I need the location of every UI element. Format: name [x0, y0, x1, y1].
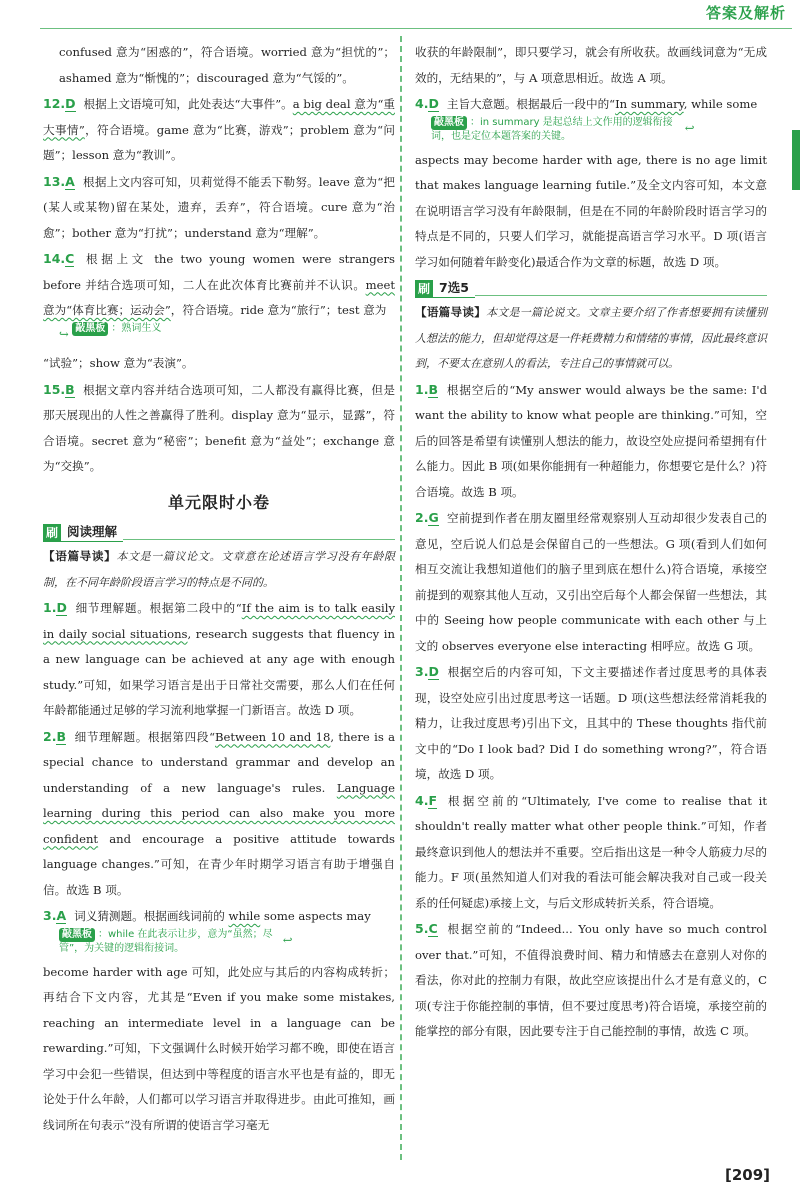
section-badge: 刷 — [415, 280, 433, 298]
continued-text: aspects may become harder with age, there is no age limit that makes language learning futile.”及全文内容可知，本文意在说明语言学习没有年龄限制，但是在不同的年龄阶段时语言学习的特点是不同的，只要人们学习，就能提高语言学习水平。D 项(语言学习如何随着年龄变化)最适合作为文章的标题，故选 D 项。 — [415, 152, 767, 269]
explanation-text: 根据文章内容并结合选项可知，二人都没有赢得比赛，但是那天展现出的人性之善赢得了胜利。display 意为“显示，显露”，符合语境。secret 意为“秘密”；benefit 意为“益处”；exchange 意为“交换”。 — [43, 382, 395, 473]
highlight-text: In summary — [615, 97, 684, 111]
answer-item-4 — [415, 91, 767, 118]
explanation-text: 根据上文语境可知，此处表达“大事件”。 — [83, 97, 293, 111]
explanation-text: 细节理解题。根据第四段“ — [73, 729, 215, 744]
page-number-value: 209 — [731, 1166, 764, 1184]
continued-text: “试验”；show 意为“表演”。 — [43, 356, 194, 370]
answer-item-15 — [43, 377, 395, 480]
explanation-text: 主旨大意题。根据最后一段中的“ — [446, 97, 616, 111]
item-number: 13. — [43, 173, 66, 189]
answer-letter: D — [56, 600, 67, 615]
section-label: 7选5 — [433, 279, 475, 298]
highlight-text: meet 意为“体育比赛；运动会” — [43, 277, 395, 317]
answer-item-5 — [415, 916, 767, 1045]
note-block — [43, 322, 395, 348]
section-label: 阅读理解 — [61, 523, 123, 542]
answer-item-2 — [415, 505, 767, 659]
intro-label: 【语篇导读】 — [415, 305, 487, 319]
item-number: 4. — [415, 96, 429, 111]
intro-label: 【语篇导读】 — [43, 549, 117, 563]
explanation-text: some aspects may — [260, 909, 371, 923]
answer-item-12 — [43, 91, 395, 169]
note-block — [415, 116, 767, 144]
item-number: 3. — [415, 664, 429, 679]
answer-letter: D — [428, 96, 439, 111]
arrow-icon: ↩ — [684, 120, 695, 135]
item-number: 5. — [415, 921, 429, 936]
note-block — [43, 928, 395, 956]
side-tab-marker — [792, 130, 800, 190]
answer-item-1 — [415, 377, 767, 506]
seven-five-section-header — [415, 279, 767, 298]
item-number: 15. — [43, 381, 66, 397]
header-title: 答案及解析 — [705, 4, 786, 22]
answer-letter: B — [65, 381, 75, 397]
explanation-text: 根据上文 the two young women were strangers before 并结合选项可知，二人在此次体育比赛前并不认识。 — [43, 252, 395, 292]
answer-letter: B — [428, 381, 438, 397]
answer-item-3 — [415, 659, 767, 788]
note-text: ：while 在此表示让步，意为“虽然；尽管”，为关键的逻辑衔接词。 — [59, 928, 273, 954]
intro-text: 本文是一篇议论文。文章意在论述语言学习没有年龄限制，在不同年龄阶段语言学习的特点是不同的。 — [43, 550, 395, 589]
answer-letter: B — [56, 728, 66, 744]
highlight-text: a big deal 意为“重大事情” — [43, 97, 395, 137]
explanation-text: 根据上文内容可知，贝莉觉得不能丢下勒努。leave 意为“把(某人或某物)留在某处，遗弃，丢弃”，符合语境。cure 意为“治愈”；bother 意为“打扰”；understand 意为“理解”。 — [43, 174, 395, 240]
item-number: 12. — [43, 96, 66, 111]
explanation-text: 细节理解题。根据第二段中的“ — [74, 601, 242, 615]
explanation-text: , research suggests that fluency in a new language can be achieved at any age with enough study.”可知，如果学习语言是出于日常社交需要，那么人们在任何年龄都能通过足够的学习流利地掌握一门新语言。故选 D 项。 — [43, 626, 395, 717]
note-text: ：in summary 是起总结上文作用的逻辑衔接词，也是定位本题答案的关键。 — [431, 116, 673, 142]
header-rule — [40, 28, 792, 29]
item-number: 1. — [43, 600, 57, 615]
explanation-text: 根据空后的内容可知，下文主要描述作者过度思考的具体表现，设空处应引出过度思考这一话题。D 项(这些想法经常消耗我的精力，让我过度思考)引出下文，且其中的 These thoughts 指代前文中的“Do I look bad? Did I do something wrong?”，符合语境，故选 D 项。 — [415, 665, 767, 781]
section-badge: 刷 — [43, 524, 61, 542]
answer-letter: G — [428, 510, 439, 525]
note-badge: 敲黑板 — [59, 928, 95, 942]
reading-section-header — [43, 523, 395, 542]
explanation-text: and encourage a positive attitude towards language changes.”可知，在青少年时期学习语言有助于增强自信。故选 B 项。 — [43, 831, 395, 897]
item-number: 2. — [415, 510, 429, 525]
section-rule — [475, 295, 767, 296]
answer-letter: C — [65, 251, 75, 266]
answer-letter: F — [428, 792, 437, 808]
explanation-text: ，符合语境。ride 意为“旅行”；test 意为 — [170, 303, 387, 317]
explanation-text: 词义猜测题。根据画线词前的 — [74, 909, 229, 923]
item-number: 1. — [415, 381, 429, 397]
answer-letter: D — [65, 96, 76, 111]
answer-item-13 — [43, 169, 395, 247]
highlight-text: Language learning during this period can also make you more confident — [43, 780, 395, 846]
item-number: 2. — [43, 728, 57, 744]
item-number: 3. — [43, 908, 57, 923]
continued-text: become harder with age 可知，此处应与其后的内容构成转折；再结合下文内容，尤其是“Even if you make some mistakes, reaching an intermediate level in a language can be rewarding.”可知，下文强调什么时候开始学习都不晚，即使在语言学习中会犯一些错误，但达到中等程度的语言水平也是有益的，即无论处于什么年龄，人们都可以学习语言并取得进步。由此可推知，画线词所在句表示“没有所谓的使语言学习毫无 — [43, 964, 395, 1132]
explanation-text: ，符合语境。game 意为“比赛，游戏”；problem 意为“问题”；lesson 意为“教训”。 — [43, 122, 395, 162]
explanation-text: 根据空前的“Indeed... You only have so much control over that.”可知，不值得浪费时间、精力和情感去在意别人对你的看法，你对此的控制力有限，故此空应该提出什么才是有意义的，C 项(专注于你能控制的事情，但不要过度思考)符合语境，承接空前的能掌控的部分有限，因此要专注于自己能控制的事情，故选 C 项。 — [415, 922, 767, 1038]
explanation-text: 空前提到作者在朋友圈里经常观察别人互动却很少发表自己的意见，空后说人们总是会保留自己的一些想法。G 项(看到人们如何相互交流让我想知道他们的脑子里到底在想什么)符合语境，承接空前提到的观察其他人互动，又引出空后每个人都会保留一些想法，其中的 Seeing how people communicate with each other 与上文的 observes everyone else interacting 相呼应。故选 G 项。 — [415, 511, 767, 653]
answer-item-2 — [43, 724, 395, 904]
section-title: 单元限时小卷 — [167, 492, 270, 512]
answer-letter: C — [428, 921, 438, 936]
intro-text: 本文是一篇论说文。文章主要介绍了作者想要拥有读懂别人想法的能力，但却觉得这是一件耗费精力和情绪的事情，因此最终意识到，不要太在意别人的看法，专注自己的事情就可以。 — [415, 306, 767, 370]
continued-text: 收获的年龄限制”，即只要学习，就会有所收获。故画线词意为“无成效的，无结果的”，与 A 项意思相近。故选 A 项。 — [415, 45, 767, 85]
explanation-text: 根据空前的“Ultimately, I've come to realise that it shouldn't really matter what other people think.”可知，作者最终意识到他人的想法并不重要。空后指出这是一种令人筋疲力尽的能力。F 项(虽然知道人们对我的看法可能会解决我对自己或一段关系的任何疑虑)承接上文，与后文形成转折关系，符合语境。 — [415, 793, 767, 910]
explanation-text: , there is a special chance to understand grammar and develop an understanding of a new language's rules. — [43, 729, 395, 795]
answer-letter: A — [65, 173, 75, 189]
passage-intro — [415, 300, 767, 377]
continued-text: confused 意为“困惑的”，符合语境。worried 意为“担忧的”；ashamed 意为“惭愧的”；discouraged 意为“气馁的”。 — [59, 45, 395, 85]
answer-item-3 — [43, 903, 395, 930]
answer-item-14 — [43, 246, 395, 324]
right-column — [415, 40, 767, 1045]
left-column — [43, 40, 395, 1138]
highlight-text: If the aim is to talk easily in daily social situations — [43, 601, 395, 641]
answer-letter: D — [428, 664, 439, 679]
note-badge: 敲黑板 — [431, 116, 467, 130]
explanation-text: 根据空后的“My answer would always be the same: I'd want the ability to know what people are thinking.”可知，空后的回答是希望有读懂别人想法的能力，故设空处应提问希望拥有什么能力。因此 B 项(如果你能拥有一种超能力，你想要它是什么？)符合语境。故选 B 项。 — [415, 382, 767, 499]
arrow-icon: ↪ — [59, 326, 69, 341]
answer-item-1 — [43, 595, 395, 724]
arrow-icon: ↩ — [282, 932, 293, 947]
page-number: [209] — [724, 1166, 770, 1184]
section-rule — [123, 539, 395, 540]
highlight-text: Between 10 and 18 — [215, 729, 331, 744]
item-number: 4. — [415, 792, 429, 808]
item-number: 14. — [43, 251, 66, 266]
column-divider — [400, 36, 402, 1160]
note-text: ：熟词生义 — [111, 322, 162, 334]
note-badge: 敲黑板 — [72, 322, 108, 336]
answer-item-4 — [415, 788, 767, 917]
answer-letter: A — [56, 908, 67, 923]
passage-intro — [43, 544, 395, 595]
highlight-text: while — [228, 909, 261, 923]
explanation-text: , while some — [683, 97, 758, 111]
